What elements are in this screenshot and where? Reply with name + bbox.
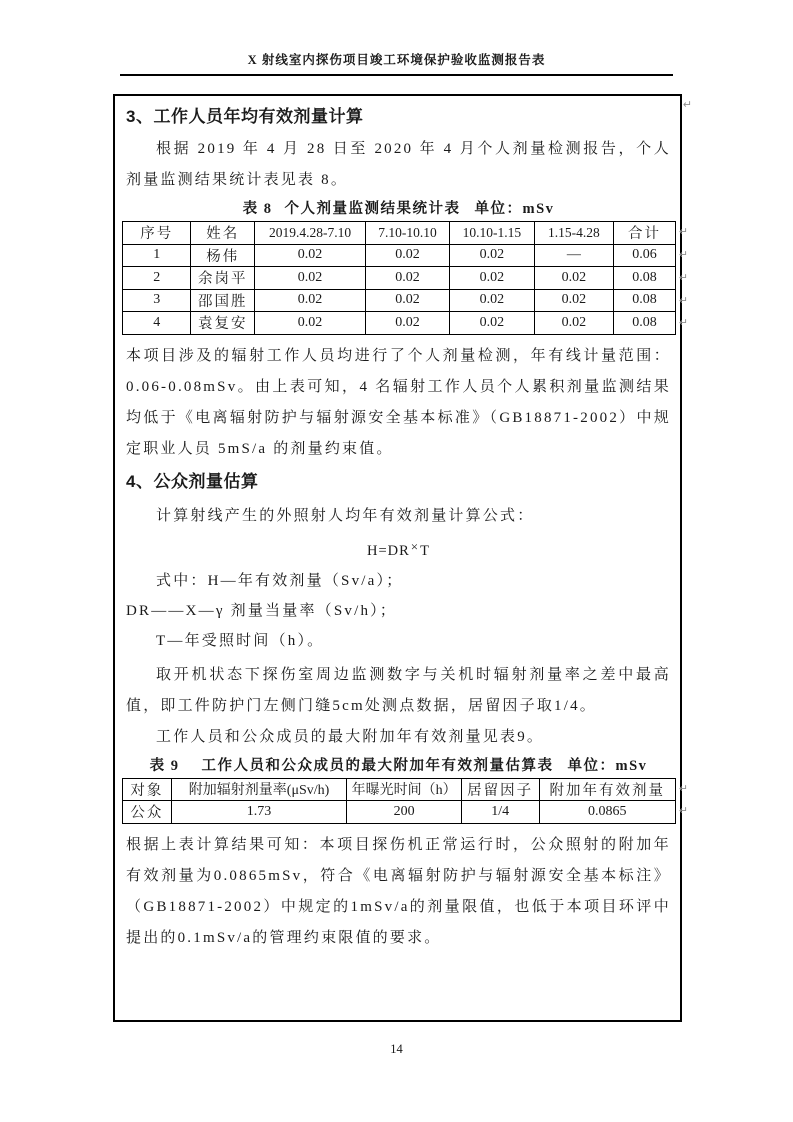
dose-formula bbox=[126, 532, 671, 566]
table-header-cell: 7.10-10.10 bbox=[366, 222, 450, 245]
table-row bbox=[123, 222, 676, 245]
table-header-cell: 2019.4.28-7.10 bbox=[255, 222, 366, 245]
formula-left: H=DR bbox=[367, 542, 410, 559]
paragraph-mark-icon: ↵ bbox=[678, 248, 688, 261]
formula-note: T—年受照时间（h）。 bbox=[156, 632, 325, 649]
table-cell: 1.73 bbox=[171, 801, 347, 824]
table-cell: 0.02 bbox=[255, 289, 366, 312]
paragraph-mark-icon: ↵ bbox=[682, 98, 692, 111]
table-row bbox=[123, 801, 676, 824]
table-cell: 杨伟 bbox=[191, 244, 255, 267]
table-header-cell: 姓名 bbox=[191, 222, 255, 245]
table-cell: 0.02 bbox=[449, 289, 534, 312]
table-cell: 0.02 bbox=[255, 244, 366, 267]
table9-caption bbox=[126, 755, 671, 778]
measurement-paragraph: 取开机状态下探伤室周边监测数字与关机时辐射剂量率之差中最高值，即工件防护门左侧门缝5cm处测点数据，居留因子取1/4。 bbox=[126, 666, 671, 714]
section4-conclusion-paragraph: 根据上表计算结果可知：本项目探伤机正常运行时，公众照射的附加年有效剂量为0.0865mSv，符合《电离辐射防护与辐射源安全基本标注》（GB18871-2002）中规定的1mSv/a的剂量限值，也低于本项目环评中提出的0.1mSv/a的管理约束限值的要求。 bbox=[126, 836, 671, 946]
table-cell: 0.02 bbox=[255, 267, 366, 290]
table-header-cell: 年曝光时间（h） bbox=[347, 778, 461, 801]
table-header-cell: 对象 bbox=[123, 778, 172, 801]
paragraph-mark-icon: ↵ bbox=[678, 271, 688, 284]
page-number: 14 bbox=[390, 1042, 403, 1056]
table-header-cell: 序号 bbox=[123, 222, 191, 245]
table-header-cell: 1.15-4.28 bbox=[534, 222, 613, 245]
paragraph-mark-icon: ↵ bbox=[678, 294, 688, 307]
table-cell: 0.02 bbox=[366, 312, 450, 335]
table8-personal-dose bbox=[122, 221, 676, 335]
paragraph-mark-icon: ↵ bbox=[678, 316, 688, 329]
table-header-cell: 居留因子 bbox=[461, 778, 539, 801]
table-cell: 公众 bbox=[123, 801, 172, 824]
table-header-cell: 附加辐射剂量率(μSv/h) bbox=[171, 778, 347, 801]
formula-right: T bbox=[420, 542, 430, 559]
table-cell: 袁复安 bbox=[191, 312, 255, 335]
table-cell: 4 bbox=[123, 312, 191, 335]
formula-note: 式中：H—年有效剂量（Sv/a）； bbox=[156, 572, 404, 589]
table-cell: 邵国胜 bbox=[191, 289, 255, 312]
table-cell: 余岗平 bbox=[191, 267, 255, 290]
table-cell: 2 bbox=[123, 267, 191, 290]
table-cell: 0.08 bbox=[613, 289, 675, 312]
table-cell: 0.08 bbox=[613, 312, 675, 335]
table-cell: 0.08 bbox=[613, 267, 675, 290]
section3-conclusion-paragraph: 本项目涉及的辐射工作人员均进行了个人剂量检测，年有线计量范围：0.06-0.08mSv。由上表可知，4 名辐射工作人员个人累积剂量监测结果均低于《电离辐射防护与辐射源安全基本标准》（GB18871-2002）中规定职业人员 5mS/a 的剂量约束值。 bbox=[126, 347, 671, 457]
formula-note: DR——X—γ 剂量当量率（Sv/h）； bbox=[126, 602, 398, 619]
table-cell: 0.02 bbox=[534, 289, 613, 312]
table-header-cell: 10.10-1.15 bbox=[449, 222, 534, 245]
table-cell: 0.02 bbox=[366, 267, 450, 290]
content-box bbox=[113, 94, 692, 1022]
table-cell: 0.02 bbox=[366, 244, 450, 267]
table9-caption-number: 表 9 bbox=[149, 757, 180, 774]
table-cell: 1/4 bbox=[461, 801, 539, 824]
paragraph-mark-icon: ↵ bbox=[678, 781, 688, 795]
header-rule bbox=[120, 74, 673, 76]
table-header-cell: 附加年有效剂量 bbox=[539, 778, 675, 801]
table8-caption-unit: 单位：mSv bbox=[474, 201, 555, 217]
table-cell: 1 bbox=[123, 244, 191, 267]
table-cell: 0.06 bbox=[613, 244, 675, 267]
table-row bbox=[123, 778, 676, 801]
table8-caption-title: 个人剂量监测结果统计表 bbox=[284, 201, 461, 217]
section3-intro-paragraph: 根据 2019 年 4 月 28 日至 2020 年 4 月个人剂量检测报告，个人剂量监测结果统计表见表 8。 bbox=[126, 141, 671, 188]
table-cell: 0.02 bbox=[449, 312, 534, 335]
table9-public-dose bbox=[122, 778, 676, 824]
table-cell: 0.02 bbox=[449, 244, 534, 267]
table9-wrapper bbox=[122, 778, 688, 824]
paragraph-mark-icon: ↵ bbox=[678, 803, 688, 817]
table-cell: 0.0865 bbox=[539, 801, 675, 824]
table-cell: 0.02 bbox=[366, 289, 450, 312]
table-row bbox=[123, 267, 676, 290]
table8-wrapper bbox=[122, 221, 688, 335]
table-cell: — bbox=[534, 244, 613, 267]
table9-caption-title: 工作人员和公众成员的最大附加年有效剂量估算表 bbox=[201, 757, 554, 774]
table-cell: 0.02 bbox=[534, 267, 613, 290]
table8-caption-number: 表 8 bbox=[242, 201, 273, 217]
document-header-title: X 射线室内探伤项目竣工环境保护验收监测报告表 bbox=[247, 53, 546, 67]
table-cell: 3 bbox=[123, 289, 191, 312]
table9-reference-paragraph: 工作人员和公众成员的最大附加年有效剂量见表9。 bbox=[156, 728, 545, 745]
table-row bbox=[123, 244, 676, 267]
table-cell: 0.02 bbox=[255, 312, 366, 335]
paragraph-mark-icon: ↵ bbox=[678, 225, 688, 238]
table-header-cell: 合计 bbox=[613, 222, 675, 245]
formula-intro-paragraph: 计算射线产生的外照射人均年有效剂量计算公式： bbox=[156, 507, 535, 524]
table9-caption-unit: 单位：mSv bbox=[567, 757, 648, 774]
table-row bbox=[123, 289, 676, 312]
table-cell: 0.02 bbox=[449, 267, 534, 290]
table-cell: 200 bbox=[347, 801, 461, 824]
section4-heading: 4、公众剂量估算 bbox=[126, 471, 259, 491]
table8-caption bbox=[126, 198, 671, 221]
table-row bbox=[123, 312, 676, 335]
multiplication-sign: × bbox=[410, 538, 420, 554]
section3-heading: 3、工作人员年均有效剂量计算 bbox=[126, 107, 364, 126]
table-cell: 0.02 bbox=[534, 312, 613, 335]
